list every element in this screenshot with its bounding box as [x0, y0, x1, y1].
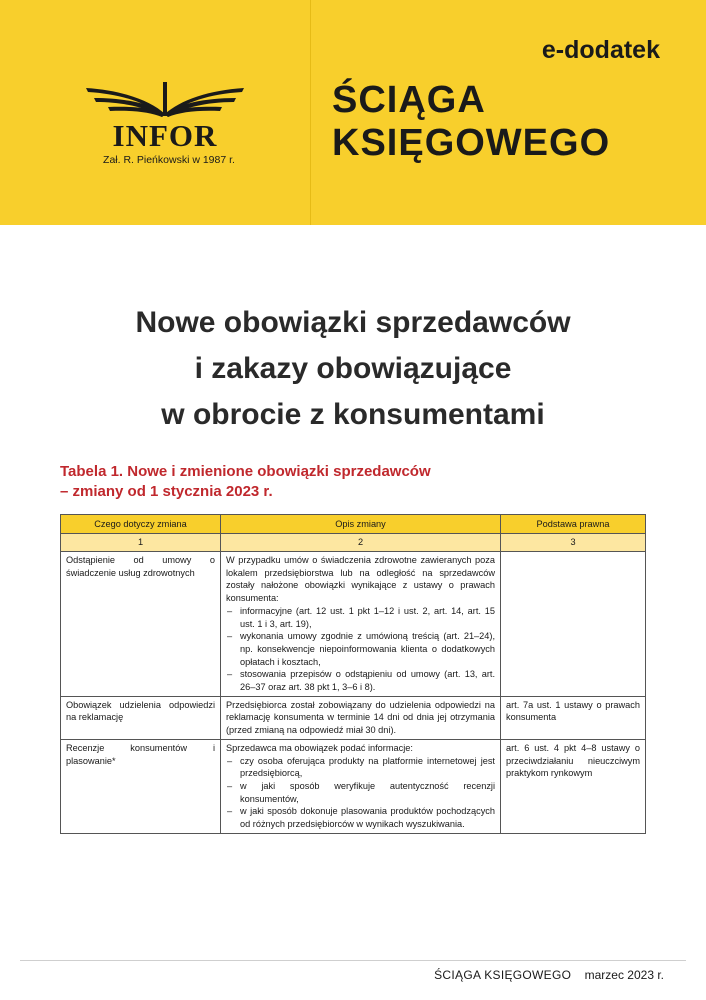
- footer-divider: [20, 960, 686, 961]
- column-number: 3: [501, 534, 646, 552]
- magazine-title-line2: KSIĘGOWEGO: [332, 122, 611, 164]
- row-description-intro: W przypadku umów o świadczenia zdrowotne zawieranych poza lokalem przedsiębiorstwa lub na odległość na sprzedawców zostały nałożone obowiązki wynikające z ustawy o prawach konsumenta:: [226, 555, 495, 604]
- table-row: [61, 696, 646, 739]
- list-item: – w jaki sposób weryfikuje autentyczność recenzji konsumentów,: [226, 780, 495, 805]
- column-number: 2: [221, 534, 501, 552]
- document-title-line3: w obrocie z konsumentami: [161, 398, 545, 431]
- row-legal-basis: [501, 552, 646, 697]
- column-header-subject: Czego dotyczy zmiana: [61, 515, 221, 534]
- column-number-row: [61, 534, 646, 552]
- row-description-intro: Przedsiębiorca został zobowiązany do udzielenia odpowiedzi na reklamację konsumenta w terminie 14 dni od dnia jej otrzymania (przed zmianą na odpowiedź miał 30 dni).: [226, 699, 495, 736]
- row-subject: Recenzje konsumentów i plasowanie*: [61, 739, 221, 833]
- row-legal-basis: art. 7a ust. 1 ustawy o prawach konsumenta: [501, 696, 646, 739]
- document-title: [40, 300, 666, 438]
- table-header-row: [61, 515, 646, 534]
- document-title-line1: Nowe obowiązki sprzedawców: [135, 306, 571, 339]
- obligations-table: [60, 514, 646, 834]
- list-item: – wykonania umowy zgodnie z umówioną treścią (art. 21–24), np. konsekwencje niepoinformowania klienta o dodatkowych opłatach i kosztach,: [226, 630, 495, 668]
- logo-name: INFOR: [112, 118, 218, 153]
- row-description: [221, 552, 501, 697]
- list-item: – czy osoba oferująca produkty na platformie internetowej jest przedsiębiorcą,: [226, 755, 495, 780]
- column-number: 1: [61, 534, 221, 552]
- document-title-line2: i zakazy obowiązujące: [194, 352, 512, 385]
- row-legal-basis: art. 6 ust. 4 pkt 4–8 ustawy o przeciwdziałaniu nieuczciwym praktykom rynkowym: [501, 739, 646, 833]
- row-description: [221, 696, 501, 739]
- row-subject: Odstąpienie od umowy o świadczenie usług zdrowotnych: [61, 552, 221, 697]
- infor-logo: [80, 78, 250, 178]
- magazine-title: [332, 79, 610, 165]
- row-description-intro: Sprzedawca ma obowiązek podać informacje:: [226, 742, 413, 753]
- header-banner: [0, 0, 706, 225]
- footer-magazine: ŚCIĄGA KSIĘGOWEGO: [434, 968, 572, 982]
- magazine-title-line1: ŚCIĄGA: [332, 79, 486, 121]
- table-row: [61, 552, 646, 697]
- list-item: – informacyjne (art. 12 ust. 1 pkt 1–12 i ust. 2, art. 14, art. 15 ust. 1 i 3, art. 19),: [226, 605, 495, 630]
- wings-icon: [80, 78, 250, 118]
- page-footer: [434, 968, 664, 982]
- logo-tagline: Zał. R. Pieńkowski w 1987 r.: [103, 154, 235, 166]
- table-caption-line2: – zmiany od 1 stycznia 2023 r.: [60, 483, 273, 500]
- column-header-legal-basis: Podstawa prawna: [501, 515, 646, 534]
- row-description: [221, 739, 501, 833]
- list-item: – stosowania przepisów o odstąpieniu od umowy (art. 13, art. 26–37 oraz art. 38 pkt 1, 3–6 i 8).: [226, 668, 495, 693]
- row-subject: Obowiązek udzielenia odpowiedzi na reklamację: [61, 696, 221, 739]
- e-dodatek-label: e-dodatek: [541, 36, 660, 64]
- footer-date: marzec 2023 r.: [584, 968, 664, 982]
- banner-divider: [310, 0, 311, 225]
- row-description-list: [226, 755, 495, 831]
- row-description-list: [226, 605, 495, 694]
- table-caption: [60, 462, 660, 502]
- column-header-description: Opis zmiany: [221, 515, 501, 534]
- table-caption-line1: Tabela 1. Nowe i zmienione obowiązki sprzedawców: [60, 463, 431, 480]
- table-row: [61, 739, 646, 833]
- list-item: – w jaki sposób dokonuje plasowania produktów pochodzących od różnych przedsiębiorców w wynikach wyszukiwania.: [226, 805, 495, 830]
